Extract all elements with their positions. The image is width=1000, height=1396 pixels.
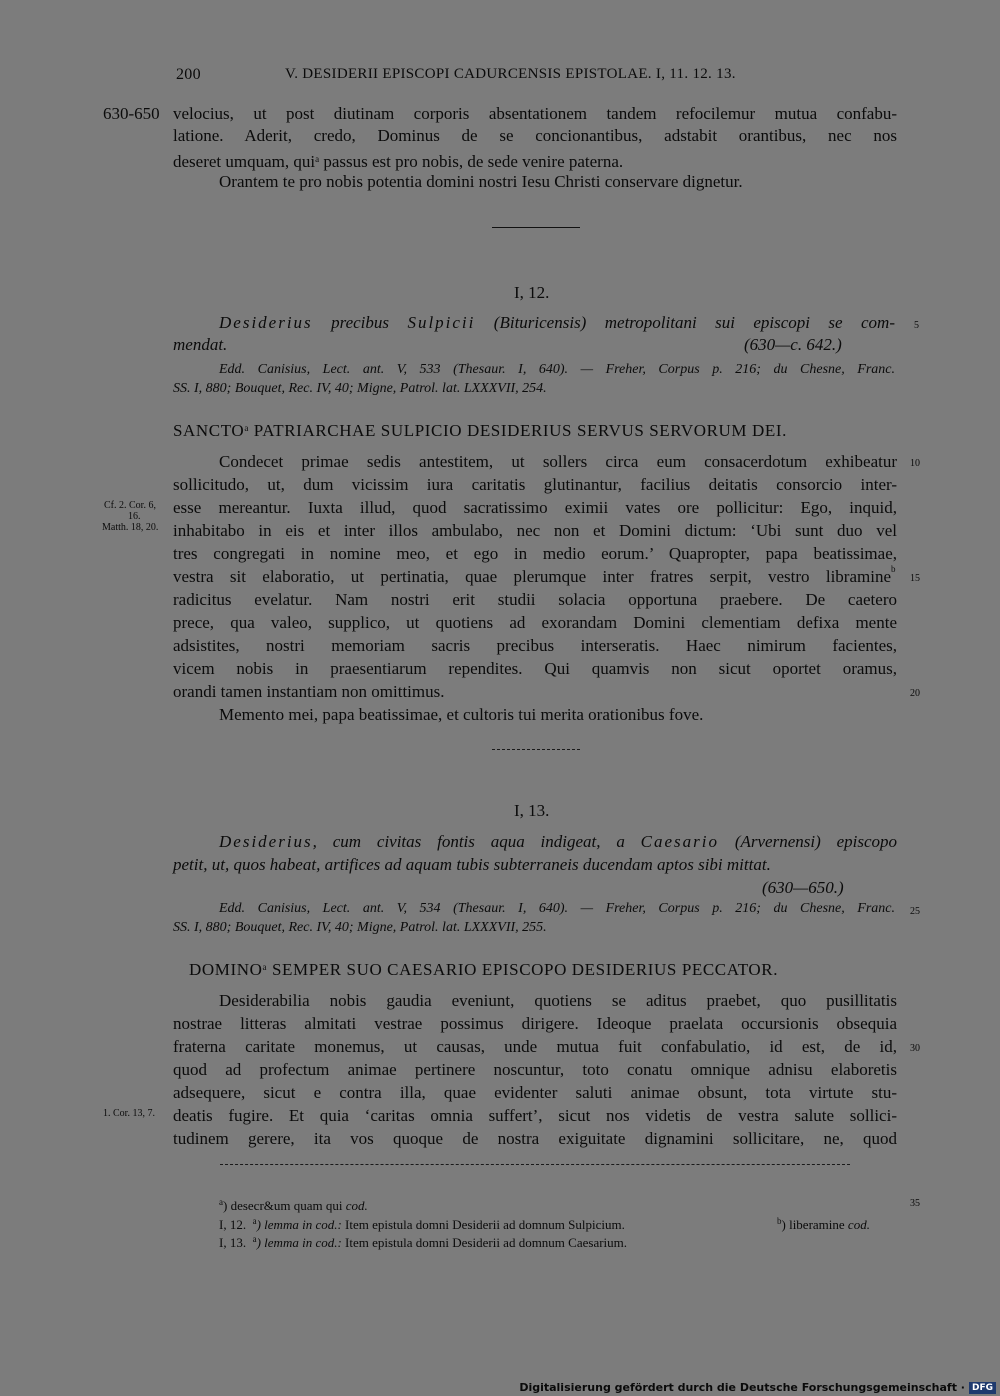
running-title: V. DESIDERII EPISCOPI CADURCENSIS EPISTOLAE. I, 11. 12. 13. [285, 66, 736, 82]
intro-line-3: deseret umquam, qui$^a$ passus est pro nobis, de sede venire paterna. [173, 152, 624, 171]
letter-13-line-2: nostrae litteras almitati vestrae possimus dirigere. Ideoque praelata occursionis obsequia [173, 1014, 897, 1033]
line-number-5: 5 [914, 320, 919, 331]
intro-line-1: velocius, ut post diutinam corporis absentationem tandem refocilemur mutua confabu- [173, 104, 897, 123]
letter-13-line-5: adsequere, sicut e contra illa, quae evidenter saluti animae obsunt, tota virtute stu- [173, 1083, 897, 1102]
letter-12-line-4: inhabitabo in eis et inter illos ambulabo, nec non et Domini dictum: ‘Ubi sunt duo vel [173, 521, 897, 540]
letter-13-summary-line-2: petit, ut, quos habeat, artifices ad aquam tubis subterraneis ducendam aptos sibi mittat. [173, 855, 771, 874]
letter-13-salutation: DOMINO$^a$ SEMPER SUO CAESARIO EPISCOPO DESIDERIUS PECCATOR. [189, 960, 779, 979]
letter-12-date: (630—c. 642.) [744, 335, 842, 354]
footnote-12-b: $^b$) liberamine cod. [777, 1216, 870, 1232]
line-number-30: 30 [910, 1043, 920, 1054]
footnote-intro-a: $^a$) desecr&um quam qui cod. [219, 1197, 368, 1213]
letter-12-line-11: orandi tamen instantiam non omittimus. [173, 682, 445, 701]
margin-ref-matth: Matth. 18, 20. [102, 522, 159, 533]
dfg-logo: DFG [969, 1382, 996, 1394]
letter-12-number: I, 12. [514, 283, 550, 302]
letter-12-line-2: sollicitudo, ut, dum vicissim iura caritatis glutinantur, facilius deitatis consorcio inter- [173, 475, 897, 494]
margin-ref-1-cor: 1. Cor. 13, 7. [103, 1108, 155, 1119]
margin-ref-cor: Cf. 2. Cor. 6, [104, 500, 156, 511]
line-number-10: 10 [910, 458, 920, 469]
footnote-marker-a: a [315, 154, 320, 164]
letter-13-line-3: fraterna caritate monemus, ut causas, unde mutua fuit confabulatio, id est, de id, [173, 1037, 897, 1056]
letter-13-line-6: deatis fugire. Et quia ‘caritas omnia suffert’, sicut nos videtis de vestra salute sollici- [173, 1106, 897, 1125]
digitization-credit: Digitalisierung gefördert durch die Deutsche Forschungsgemeinschaft · DFG [519, 1381, 996, 1394]
line-number-25: 25 [910, 906, 920, 917]
letter-12-line-1: Condecet primae sedis antestitem, ut sollers circa eum consacerdotum exhibeatur [219, 452, 897, 471]
letter-13-editions-2: SS. I, 880; Bouquet, Rec. IV, 40; Migne, Patrol. lat. LXXXVII, 255. [173, 920, 547, 935]
intro-line-4: Orantem te pro nobis potentia domini nostri Iesu Christi conservare dignetur. [219, 172, 743, 191]
letter-13-line-1: Desiderabilia nobis gaudia eveniunt, quotiens se aditus praebet, quo pusillitatis [219, 991, 897, 1010]
letter-12-line-6: vestra sit elaboratio, ut pertinatia, quae plerumque inter fratres serpit, vestro libramine [173, 567, 891, 586]
letter-13-line-7: tudinem gerere, ita vos quoque de nostra exiguitate dignamini sollicitare, ne, quod [173, 1129, 897, 1148]
letter-13-summary-line-1: Desiderius, cum civitas fontis aqua indigeat, a Caesario (Arvernensi) episcopo [219, 832, 897, 851]
margin-date: 630-650 [103, 104, 160, 123]
letter-12-line-3: esse mereantur. Iuxta illud, quod sacratissimo eximii vates ore pollicitur: Ego, inquid, [173, 498, 897, 517]
page-number: 200 [176, 66, 201, 83]
footnote-13: I, 13. $^a$) lemma in cod.: Item epistula domni Desiderii ad domnum Caesarium. [219, 1234, 628, 1250]
letter-12-line-5: tres congregati in nomine meo, et ego in medio eorum.’ Quapropter, papa beatissimae, [173, 544, 897, 563]
letter-13-number: I, 13. [514, 801, 550, 820]
letter-12-line-10: vicem nobis in praesentiarum rependites. Qui quamvis non sicut oportet oramus, [173, 659, 897, 678]
letter-12-line-9: adsistites, nostri memoriam sacris precibus interseratis. Haec nimirum facientes, [173, 636, 897, 655]
section-divider-2 [492, 749, 580, 750]
margin-ref-cor-verse: 16. [128, 511, 141, 522]
letter-13-line-4: quod ad profectum animae pertinere noscuntur, toto conatu omnique adnisu elaboretis [173, 1060, 897, 1079]
line-number-35: 35 [910, 1198, 920, 1209]
letter-12-summary-line-2: mendat. [173, 335, 228, 354]
letter-12-editions-1: Edd. Canisius, Lect. ant. V, 533 (Thesaur. I, 640). — Freher, Corpus p. 216; du Chesne, Franc. [219, 362, 895, 377]
letter-12-line-8: prece, qua valeo, supplico, ut quotiens ad exorandam Domini clementiam defixa mente [173, 613, 897, 632]
letter-12-salutation: SANCTO$^a$ PATRIARCHAE SULPICIO DESIDERIUS SERVUS SERVORUM DEI. [173, 421, 787, 440]
letter-12-summary-line-1: Desiderius precibus Sulpicii (Bituricensis) metropolitani sui episcopi se com- [219, 313, 895, 332]
footnote-rule [220, 1164, 850, 1165]
section-divider [492, 227, 580, 228]
letter-12-line-12: Memento mei, papa beatissimae, et cultoris tui merita orationibus fove. [219, 705, 704, 724]
footnote-12: I, 12. $^a$) lemma in cod.: Item epistula domni Desiderii ad domnum Sulpicium. [219, 1216, 625, 1232]
intro-line-2: latione. Aderit, credo, Dominus de se concionantibus, adstabit orantibus, nec nos [173, 126, 897, 145]
line-number-20: 20 [910, 688, 920, 699]
letter-12-editions-2: SS. I, 880; Bouquet, Rec. IV, 40; Migne, Patrol. lat. LXXXVII, 254. [173, 381, 547, 396]
letter-13-editions-1: Edd. Canisius, Lect. ant. V, 534 (Thesaur. I, 640). — Freher, Corpus p. 216; du Chesne, Franc. [219, 901, 895, 916]
footnote-marker-b: b [891, 564, 896, 574]
letter-12-line-7: radicitus evelatur. Nam nostri erit studii solacia opportuna praebere. De caetero [173, 590, 897, 609]
letter-13-date: (630—650.) [762, 878, 844, 897]
line-number-15: 15 [910, 573, 920, 584]
